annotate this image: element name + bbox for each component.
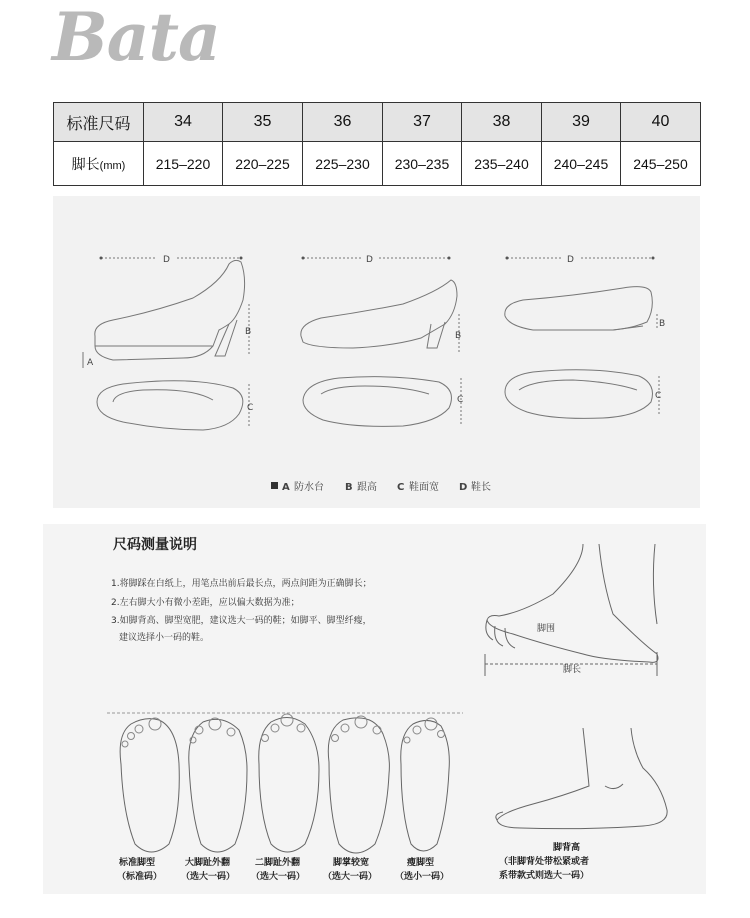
length-cell: 220–225	[223, 142, 303, 186]
instep-note-1: （非脚背处带松紧或者	[499, 857, 590, 867]
length-label-cell	[54, 142, 144, 186]
legend-key-b: B	[345, 482, 353, 493]
size-cell: 40	[621, 103, 701, 142]
size-cell: 36	[303, 103, 383, 142]
dimension-legend	[271, 480, 491, 493]
legend-key-c: C	[397, 482, 405, 493]
instep-height-illustration	[496, 728, 667, 829]
measure-step-1: 1.将脚踩在白纸上，用笔点出前后最长点，两点间距为正确脚长；	[111, 579, 372, 589]
legend-text-a: 防水台	[294, 482, 324, 493]
size-label-cell: 标准尺码	[54, 103, 144, 142]
foot-type-name: 脚掌较宽	[333, 858, 370, 868]
length-cell: 240–245	[542, 142, 621, 186]
measure-step-3-cont: 建议选择小一码的鞋。	[119, 633, 210, 643]
size-cell: 34	[144, 103, 223, 142]
measure-step-2: 2.左右脚大小有微小差距，应以偏大数据为准；	[111, 598, 300, 608]
legend-text-b: 跟高	[357, 482, 377, 493]
foot-type-labels	[117, 856, 449, 882]
foot-type-advice: （选大一码）	[251, 872, 306, 882]
length-cell: 230–235	[383, 142, 462, 186]
flat-shoe-top-view	[505, 370, 662, 419]
foot-type-advice: （标准码）	[117, 872, 163, 882]
foot-length-illustration	[485, 544, 658, 676]
dim-label-a: A	[87, 358, 94, 368]
foot-type-illustrations	[120, 717, 449, 853]
legend-key-a: A	[282, 482, 290, 493]
length-unit: (mm)	[99, 159, 126, 172]
measure-guide-diagram	[43, 524, 706, 894]
length-cell: 225–230	[303, 142, 383, 186]
wide-foot-outline	[328, 718, 389, 853]
mid-heel-pump-top-view	[303, 377, 464, 427]
dim-label-c: C	[457, 395, 464, 405]
foot-type-advice: （选大一码）	[323, 872, 378, 882]
size-cell: 35	[223, 103, 303, 142]
legend-text-c: 鞋面宽	[409, 482, 439, 493]
slim-foot-outline	[401, 720, 450, 851]
shoe-dimension-diagram	[53, 196, 700, 508]
mid-heel-pump-side-view	[301, 258, 462, 352]
high-heel-pump-top-view	[97, 381, 249, 430]
size-cell: 39	[542, 103, 621, 142]
dim-label-b: B	[659, 319, 666, 329]
foot-type-name: 瘦脚型	[407, 858, 435, 868]
foot-type-advice: （选大一码）	[181, 872, 236, 882]
foot-girth-label: 脚围	[537, 624, 556, 634]
size-table	[53, 102, 701, 186]
dim-label-d: D	[163, 255, 170, 265]
measure-guide-title: 尺码测量说明	[113, 537, 197, 553]
measure-guide-panel	[43, 524, 706, 894]
bunion-foot-outline	[189, 719, 247, 852]
bata-logo	[50, 4, 312, 70]
second-toe-foot-outline	[259, 717, 319, 852]
high-heel-pump-side-view	[83, 258, 252, 368]
foot-type-advice: （选小一码）	[395, 872, 450, 882]
foot-type-name: 大脚趾外翻	[185, 858, 231, 868]
dim-label-c: C	[247, 403, 254, 413]
foot-length-label: 脚长	[563, 665, 582, 675]
length-cell: 235–240	[462, 142, 542, 186]
table-row-sizes	[54, 103, 701, 142]
instep-title: 脚背高	[553, 843, 581, 853]
measure-step-3: 3.如脚背高、脚型宽肥，建议选大一码的鞋；如脚平、脚型纤瘦，	[111, 616, 372, 626]
dim-label-b: B	[245, 327, 252, 337]
size-cell: 37	[383, 103, 462, 142]
table-row-lengths	[54, 142, 701, 186]
foot-type-name: 标准脚型	[119, 858, 156, 868]
legend-text-d: 鞋长	[471, 482, 491, 493]
length-label: 脚长	[71, 155, 100, 172]
foot-type-name: 二脚趾外翻	[255, 858, 301, 868]
dim-label-d: D	[567, 255, 574, 265]
instep-note-2: 系带款式则选大一码）	[499, 871, 590, 881]
legend-square-icon	[271, 482, 278, 489]
length-cell: 215–220	[144, 142, 223, 186]
size-cell: 38	[462, 103, 542, 142]
dim-label-b: B	[455, 331, 462, 341]
length-cell: 245–250	[621, 142, 701, 186]
flat-shoe-side-view	[505, 258, 657, 330]
shoe-dimension-panel	[53, 196, 700, 508]
dim-label-c: C	[655, 391, 662, 401]
dim-label-d: D	[366, 255, 373, 265]
logo-text: Bata	[52, 4, 220, 70]
legend-key-d: D	[459, 482, 468, 493]
